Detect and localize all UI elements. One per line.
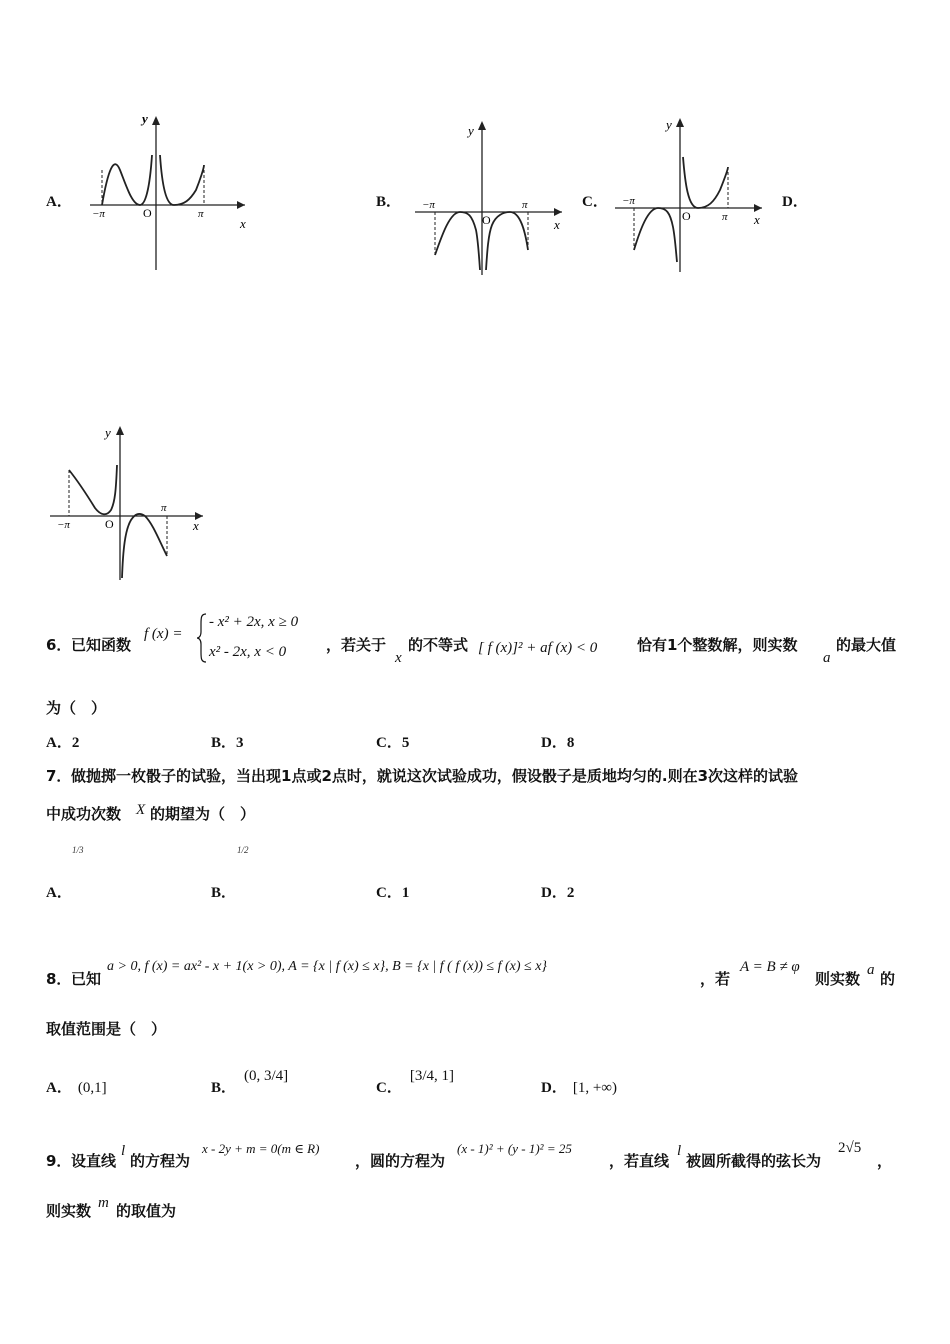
q6-case-1: - x² + 2x, x ≥ 0	[209, 614, 299, 630]
q7-line-1: 做抛掷一枚骰子的试验，当出现1点或2点时，就说这次试验成功，假设骰子是质地均匀的.则在3次这样的试验	[71, 767, 799, 785]
q8-var-a: a	[867, 962, 875, 978]
q6-case-2: x² - 2x, x < 0	[209, 644, 287, 660]
q9-var-l-2: l	[677, 1143, 682, 1159]
axis-x-label: x	[240, 216, 246, 231]
q9-text-1: 设直线	[71, 1152, 117, 1170]
q8-option-a[interactable]: A． (0,1]	[46, 1080, 107, 1096]
neg-pi-label: −π	[92, 208, 105, 220]
q6-text-5: 的最大值	[836, 636, 897, 654]
graph-label-b: B．	[376, 194, 402, 210]
axis-x-label: x	[754, 212, 760, 227]
pi-label: π	[161, 502, 167, 514]
q8-text-3: 则实数	[815, 970, 861, 988]
q9-line-2a: 则实数	[46, 1202, 92, 1220]
q6-f-lhs: f (x) =	[144, 626, 183, 642]
q6-number: 6．	[46, 636, 72, 654]
q9-text-3: ，圆的方程为	[355, 1152, 446, 1170]
q8-text-1: 已知	[71, 970, 102, 988]
neg-pi-label: −π	[622, 195, 635, 207]
graph-label-a: A．	[46, 194, 72, 210]
q8-text-2: ，若	[700, 970, 731, 988]
q7-option-d[interactable]: D．2	[541, 885, 575, 901]
q8-option-d[interactable]: D． [1, +∞)	[541, 1080, 617, 1096]
q9-var-l: l	[121, 1143, 126, 1159]
q9-line-2b: 的取值为	[116, 1202, 177, 1220]
q9-number: 9．	[46, 1152, 72, 1170]
axis-y-label: y	[142, 111, 148, 126]
q8-option-c[interactable]: C．[3/4, 1]	[376, 1068, 455, 1096]
graph-a	[80, 110, 265, 275]
q6-brace	[197, 612, 207, 664]
neg-pi-label: −π	[422, 199, 435, 211]
q6-var-x: x	[395, 650, 402, 666]
axis-y-label: y	[666, 117, 672, 132]
q8-condition: A = B ≠ φ	[740, 959, 800, 975]
q6-text-4: 恰有1个整数解，则实数	[637, 636, 798, 654]
q7-number: 7．	[46, 767, 72, 785]
axis-y-label: y	[468, 123, 474, 138]
graph-label-d: D．	[782, 194, 808, 210]
origin-label: O	[143, 206, 152, 220]
q9-circle-equation: (x - 1)² + (y - 1)² = 25	[457, 1141, 572, 1156]
q7-line-2b: 的期望为（ ）	[150, 805, 256, 823]
q7-fraction-a: 1/3	[72, 845, 84, 855]
q6-option-a[interactable]: A．2	[46, 735, 80, 751]
q6-option-c[interactable]: C．5	[376, 735, 410, 751]
q6-option-b[interactable]: B．3	[211, 735, 244, 751]
q8-text-4: 的	[880, 970, 896, 988]
q7-option-b[interactable]: B．	[211, 885, 237, 901]
axis-x-label: x	[554, 217, 560, 232]
origin-label: O	[682, 209, 691, 223]
q6-text-2: ，若关于	[326, 636, 387, 654]
q7-fraction-b: 1/2	[237, 845, 249, 855]
q9-text-4: ，若直线	[609, 1152, 670, 1170]
origin-label: O	[482, 213, 491, 227]
q7-var-x: X	[136, 802, 146, 818]
q6-option-d[interactable]: D．8	[541, 735, 575, 751]
neg-pi-label: −π	[57, 519, 70, 531]
q9-chord-length: 2√5	[838, 1140, 862, 1156]
origin-label: O	[105, 517, 114, 531]
pi-label: π	[722, 211, 728, 223]
pi-label: π	[198, 208, 204, 220]
graph-label-c: C．	[582, 194, 608, 210]
axis-x-label: x	[193, 518, 199, 533]
q9-var-m: m	[98, 1195, 109, 1211]
q8-line-2: 取值范围是（ ）	[46, 1020, 167, 1038]
pi-label: π	[522, 199, 528, 211]
q7-line-2a: 中成功次数	[46, 805, 122, 823]
q8-option-b[interactable]: B．(0, 3/4]	[211, 1068, 289, 1096]
q6-inequality: [ f (x)]² + af (x) < 0	[478, 640, 598, 656]
graph-c	[610, 112, 775, 277]
q9-text-6: ，	[877, 1152, 893, 1170]
q6-text-3: 的不等式	[408, 636, 469, 654]
q9-text-5: 被圆所截得的弦长为	[686, 1152, 822, 1170]
graph-b	[410, 115, 575, 280]
q8-formula: a > 0, f (x) = ax² - x + 1(x > 0), A = {x | f (x) ≤ x}, B = {x | f ( f (x)) ≤ f (x) ≤ x}	[107, 959, 548, 974]
q6-text-6: 为（ ）	[46, 699, 107, 717]
graph-d	[45, 420, 215, 585]
axis-y-label: y	[105, 425, 111, 440]
q7-option-c[interactable]: C．1	[376, 885, 410, 901]
q6-text-1: 已知函数	[71, 636, 132, 654]
q7-option-a[interactable]: A．	[46, 885, 72, 901]
q6-var-a: a	[823, 650, 831, 666]
q9-text-2: 的方程为	[130, 1152, 191, 1170]
q8-number: 8．	[46, 970, 72, 988]
q9-line-equation: x - 2y + m = 0(m ∈ R)	[202, 1141, 320, 1156]
